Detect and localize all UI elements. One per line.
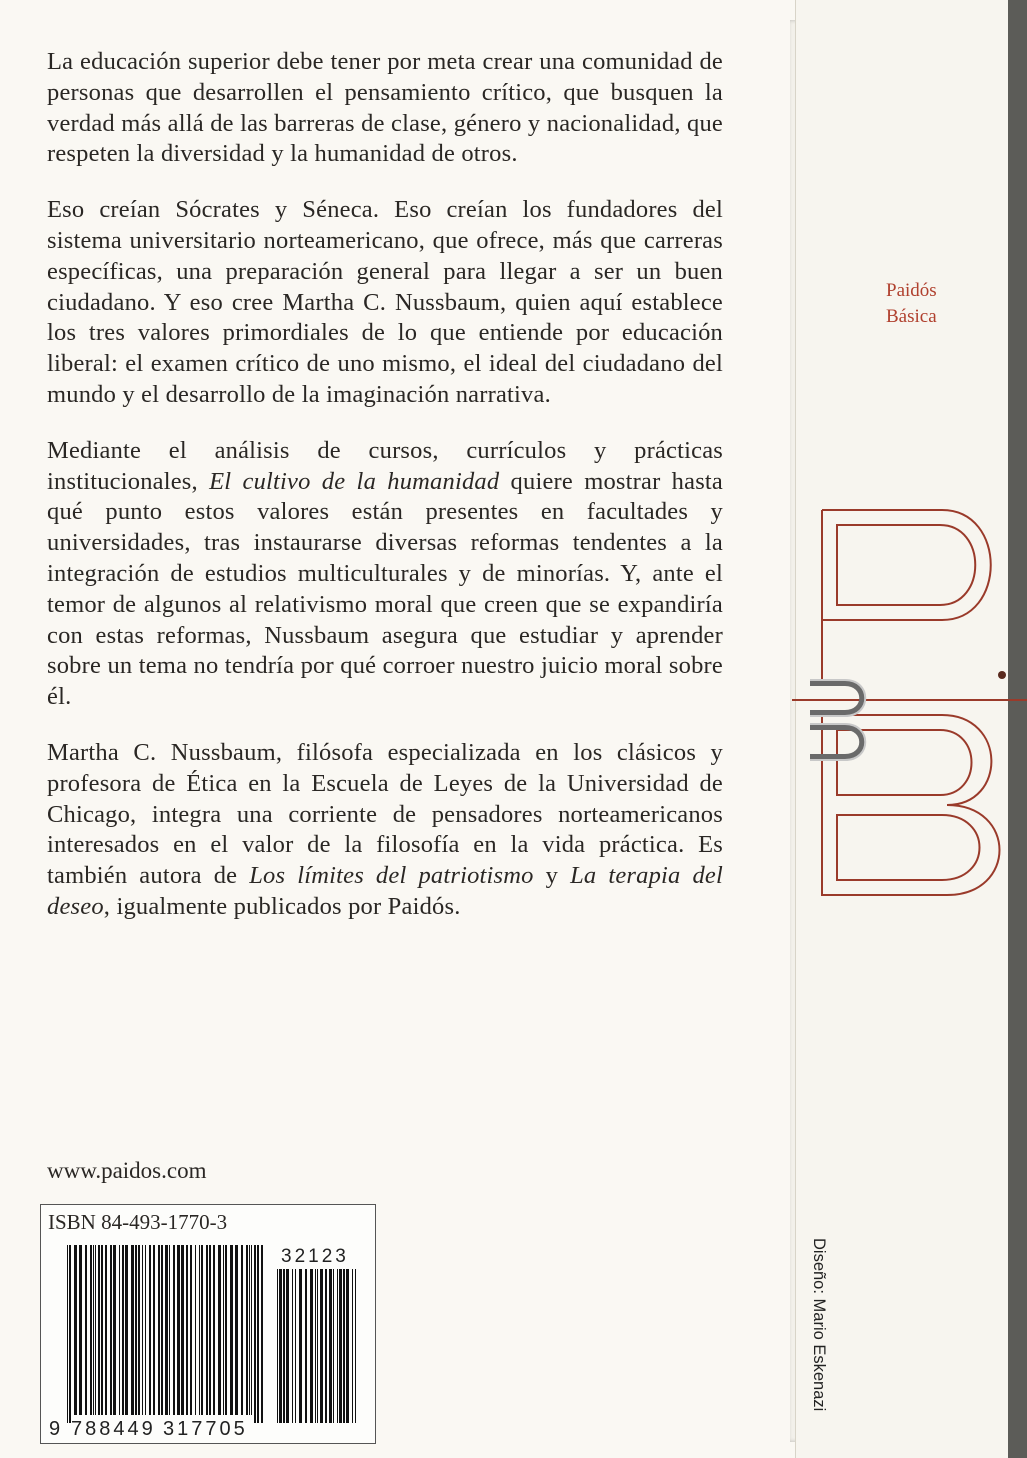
barcode-bar [292,1269,293,1423]
barcode-bar [95,1245,96,1415]
barcode-bar [325,1269,327,1423]
barcode-bar [181,1245,184,1415]
series-line-1: Paidós [886,280,937,301]
barcode-bar [105,1245,107,1415]
book-title: El cultivo de la humanidad [209,467,500,495]
bio-text-a: Martha C. Nussbaum, filósofa especializada en los clásicos y profesora de Ética en la Escuela de Leyes de la Universidad de Chicago, integra una corriente de pensadores norteamericanos interesados en el valor de la filosofía en la vida práctica. Es también autora de [47,738,723,890]
blurb-paragraph-3 [47,436,723,713]
barcode-bar [257,1245,259,1423]
publisher-website: www.paidos.com [47,1158,207,1183]
barcode-bar [201,1245,203,1415]
barcode-bar [98,1245,100,1415]
barcode-bar [125,1245,128,1415]
barcode-bar [254,1245,256,1423]
p3-text-b: quiere mostrar hasta qué punto estos valores están presentes en facultades y universidades, tras instaurarse diversas reformas tendentes a la integración de estudios multiculturales y de minorías. Y, ante el temor de algunos al relativismo moral que creen que se expandiría con estas reformas, Nussbaum asegura que estudiar y aprender sobre un tema no tendría por qué corroer nuestro juicio moral sobre él. [47,467,724,711]
barcode-bar [195,1245,196,1415]
author-bio [47,738,723,923]
barcode-bar [113,1245,116,1415]
barcode-bar [158,1245,160,1415]
barcode-addon-digits: 32123 [281,1246,349,1267]
barcode-bar [145,1245,146,1415]
barcode-bar [101,1245,103,1415]
barcode-bar [69,1245,71,1423]
blurb-paragraph-2: Eso creían Sócrates y Séneca. Eso creían los fundadores del sistema universitario norteamericano, que ofrece, más que carreras específicas, una preparación general para llegar a ser un buen ciudadano. Y eso cree Martha C. Nussbaum, quien aquí establece los tres valores primordiales de lo que entiende por educación liberal: el examen crítico de uno mismo, el ideal del ciudadano del mundo y el desarrollo de la imaginación narrativa. [47,196,723,408]
barcode-bar [153,1245,155,1415]
barcode-bar [85,1245,87,1415]
other-title-1: Los límites del patriotismo [249,862,534,890]
barcode-bar [355,1269,356,1423]
barcode-bar [295,1269,296,1423]
barcode-bar [352,1269,353,1423]
series-name [886,278,937,330]
p3-text-a: Mediante el análisis de cursos, currículos y prácticas institucionales, [47,436,723,495]
barcode-bar [333,1269,334,1423]
barcode-main-bars [67,1245,263,1423]
barcode-bar [249,1245,250,1415]
barcode-bar [241,1245,243,1415]
binder-ring-icon [790,665,870,775]
blurb [47,47,723,948]
barcode-bar [135,1245,137,1415]
barcode-bar [279,1269,282,1423]
bio-text-b: , igualmente publicados por Paidós. [103,892,461,920]
barcode-bar [161,1245,163,1415]
barcode-bar [235,1245,238,1415]
barcode-bar [218,1245,221,1415]
barcode-bar [142,1245,143,1415]
barcode-bar [138,1245,140,1415]
barcode-bar [320,1269,323,1423]
barcode-bar [251,1245,252,1415]
barcode-bar [343,1269,345,1423]
barcode-bar [79,1245,82,1415]
barcode-bar [93,1245,94,1415]
barcode-bar [199,1245,200,1415]
barcode-bar [305,1269,307,1423]
barcode-addon-bars [277,1269,356,1423]
barcode-lead-digit: 9 [49,1418,61,1440]
barcode-bar [246,1245,248,1415]
barcode-bar [225,1245,227,1415]
isbn-box [40,1204,376,1444]
barcode-bar [277,1269,278,1423]
blurb-paragraph-1: La educación superior debe tener por meta crear una comunidad de personas que desarrollen el pensamiento crítico, que busquen la verdad más allá de las barreras de clase, género y nacionalidad, que respeten la diversidad y la humanidad de otros. [47,48,723,168]
barcode-bar [286,1269,289,1423]
barcode-bar [74,1245,77,1415]
barcode-bar [310,1269,313,1423]
barcode-bar [337,1269,338,1423]
barcode-bar [261,1245,263,1423]
barcode-bar [173,1245,175,1415]
barcode-bar [230,1245,233,1415]
barcode-bar [149,1245,151,1415]
bio-text-mid: y [533,862,571,890]
barcode-bar [131,1245,134,1415]
barcode-right-digits: 317705 [163,1418,248,1440]
barcode-bar [213,1245,215,1415]
barcode-bar [346,1269,349,1423]
barcode-bar [315,1269,316,1423]
barcode-bar [299,1269,302,1423]
barcode-bar [206,1245,208,1415]
barcode-bar [190,1245,192,1415]
barcode-bar [67,1245,68,1423]
barcode-bar [317,1269,318,1423]
barcode-bar [186,1245,188,1415]
barcode-bar [209,1245,211,1415]
isbn-label: ISBN 84-493-1770-3 [48,1210,228,1234]
barcode-bar [169,1245,170,1415]
barcode-bar [165,1245,168,1415]
series-line-2: Básica [886,306,937,327]
barcode-bar [119,1245,120,1415]
barcode-left-digits: 788449 [71,1418,156,1440]
other-title-2: La terapia del deseo [47,862,724,920]
barcode-bar [90,1245,92,1415]
barcode-bar [329,1269,332,1423]
barcode-bar [177,1245,180,1415]
barcode-bar [122,1245,124,1415]
barcode-bar [223,1245,224,1415]
barcode-bar [283,1269,285,1423]
barcode-bar [110,1245,112,1415]
logo-dot [998,671,1006,679]
barcode-bar [339,1269,342,1423]
barcode [49,1245,369,1440]
design-credit: Diseño: Mario Eskenazi [810,1238,828,1412]
